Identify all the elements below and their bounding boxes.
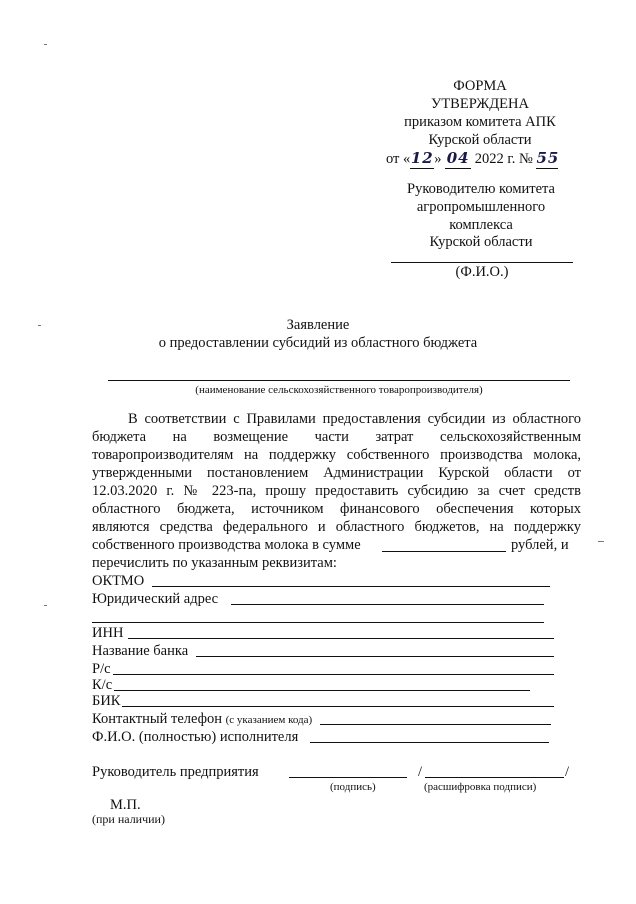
approval-date-line	[386, 149, 558, 169]
body-line-9: перечислить по указанным реквизитам:	[92, 555, 337, 571]
phone-label-text: Контактный телефон	[92, 711, 223, 727]
address-field-line-2[interactable]	[92, 622, 544, 623]
recipient-line-2: агропромышленного	[416, 199, 546, 215]
date-quote: »	[434, 151, 442, 167]
scan-speck	[38, 325, 41, 326]
bik-label: БИК	[92, 693, 121, 709]
date-month-field	[445, 149, 471, 169]
region-label: Курской области	[428, 132, 532, 148]
recipient-line-1: Руководителю комитета	[407, 181, 555, 197]
rs-label: Р/с	[92, 661, 111, 677]
date-day-handwritten: 12	[410, 149, 434, 167]
date-year: 2022 г. №	[474, 151, 533, 167]
ks-label: К/с	[92, 677, 113, 693]
executor-label: Ф.И.О. (полностью) исполнителя	[92, 729, 299, 745]
form-label: ФОРМА	[453, 78, 507, 94]
inn-field-line[interactable]	[128, 638, 554, 639]
rs-field-line[interactable]	[113, 674, 554, 675]
head-label: Руководитель предприятия	[92, 764, 259, 780]
body-line-6	[92, 500, 581, 518]
body-text: бюджета на возмещение части затрат сельскохозяйственным	[92, 429, 581, 445]
bank-label: Название банка	[92, 643, 189, 659]
address-field-line[interactable]	[231, 604, 544, 605]
body-line-1	[128, 410, 581, 428]
body-text: являются средства федерального и областного бюджетов, на поддержку	[92, 519, 581, 535]
order-number-handwritten: 55	[536, 149, 560, 167]
signature-decode-caption: (расшифровка подписи)	[424, 781, 537, 793]
approved-label: УТВЕРЖДЕНА	[431, 96, 529, 112]
oktmo-field-line[interactable]	[152, 586, 550, 587]
body-line-2	[92, 428, 581, 446]
body-line-4	[92, 464, 581, 482]
executor-field-line[interactable]	[310, 742, 549, 743]
body-text: утвержденными постановлением Администрации Курской области от	[92, 465, 581, 481]
slash-left: /	[418, 764, 423, 780]
phone-field-line[interactable]	[320, 724, 551, 725]
recipient-fio-caption: (Ф.И.О.)	[455, 264, 509, 280]
scan-speck	[598, 541, 604, 542]
recipient-line-4: Курской области	[429, 234, 533, 250]
signature-caption: (подпись)	[330, 781, 376, 793]
document-title: Заявление	[286, 317, 350, 333]
phone-label	[92, 710, 312, 728]
amount-field-line[interactable]	[382, 551, 506, 552]
body-text: 12.03.2020 г. № 223-па, прошу предоставить субсидию за счет средств	[92, 483, 581, 499]
order-label: приказом комитета АПК	[404, 114, 556, 130]
inn-label: ИНН	[92, 625, 124, 641]
body-line-5	[92, 482, 581, 500]
date-prefix: от «	[386, 151, 411, 167]
signature-decode-field-line[interactable]	[425, 777, 564, 778]
oktmo-label: ОКТМО	[92, 573, 145, 589]
scan-speck	[44, 44, 47, 45]
slash-right: /	[565, 764, 570, 780]
recipient-line-3: комплекса	[449, 217, 513, 233]
ks-field-line[interactable]	[114, 690, 530, 691]
body-line-3	[92, 446, 581, 464]
phone-label-note: (с указанием кода)	[225, 714, 313, 726]
bik-field-line[interactable]	[122, 706, 554, 707]
address-label: Юридический адрес	[92, 591, 219, 607]
document-subtitle: о предоставлении субсидий из областного бюджета	[158, 335, 478, 351]
bank-field-line[interactable]	[196, 656, 554, 657]
if-any-label: (при наличии)	[92, 812, 165, 826]
applicant-name-line[interactable]	[108, 380, 570, 381]
date-day-field	[410, 149, 434, 169]
stamp-place-label: М.П.	[110, 797, 141, 813]
body-text: областного бюджета, источником финансового обеспечения которых	[92, 501, 581, 517]
signature-field-line[interactable]	[289, 777, 407, 778]
body-line-8-text-a: собственного производства молока в сумме	[92, 537, 361, 553]
body-text: В соответствии с Правилами предоставления субсидии из областного	[128, 411, 581, 427]
body-text: товаропроизводителям на поддержку собственного производства молока,	[92, 447, 581, 463]
date-month-handwritten: 04	[446, 149, 470, 167]
scan-speck	[44, 605, 47, 606]
order-number-field	[536, 149, 558, 169]
body-line-8-text-b: рублей, и	[511, 537, 569, 553]
applicant-caption: (наименование сельскохозяйственного товаропроизводителя)	[195, 384, 483, 396]
body-line-7	[92, 518, 581, 536]
